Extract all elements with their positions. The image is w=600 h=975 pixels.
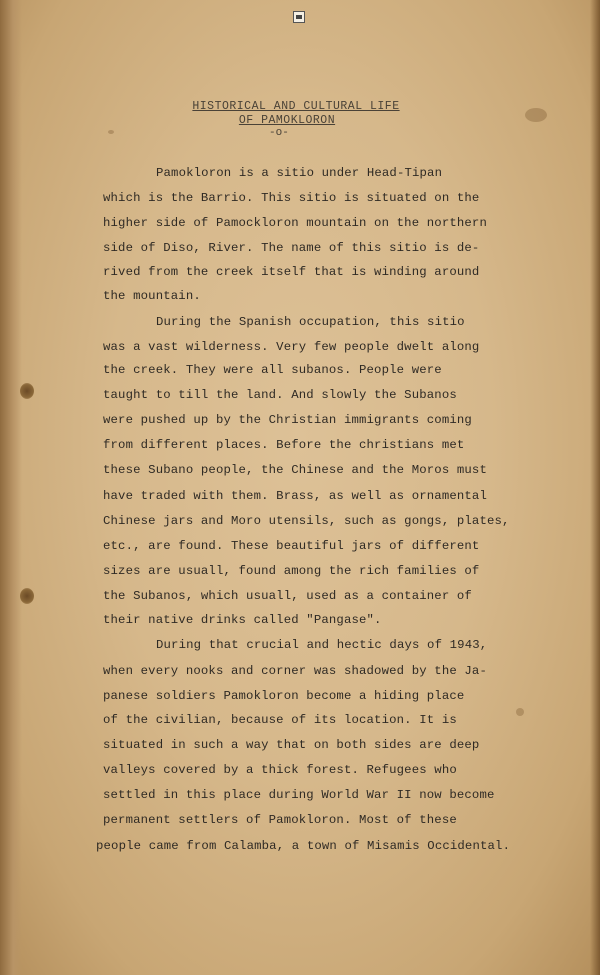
body-line: of the civilian, because of its location. It is [103, 713, 457, 727]
page-edge-shadow-right [590, 0, 600, 975]
body-line: During that crucial and hectic days of 1943, [156, 638, 488, 652]
binder-hole-top [20, 383, 34, 399]
body-line: when every nooks and corner was shadowed by the Ja- [103, 664, 487, 678]
body-line: have traded with them. Brass, as well as ornamental [103, 489, 487, 503]
body-line: sizes are usuall, found among the rich families of [103, 564, 480, 578]
body-line: During the Spanish occupation, this sitio [156, 315, 465, 329]
body-line: settled in this place during World War II now become [103, 788, 495, 802]
body-line: was a vast wilderness. Very few people dwelt along [103, 340, 480, 354]
body-line: Pamokloron is a sitio under Head-Tipan [156, 166, 443, 180]
body-line: situated in such a way that on both sides are deep [103, 738, 480, 752]
body-line: these Subano people, the Chinese and the Moros must [103, 463, 487, 477]
paper-stain [108, 130, 114, 134]
body-line: from different places. Before the christians met [103, 438, 465, 452]
body-line: which is the Barrio. This sitio is situated on the [103, 191, 480, 205]
document-title-line-2: OF PAMOKLORON [238, 114, 336, 127]
title-separator: -o- [269, 127, 289, 139]
paper-stain [516, 708, 524, 716]
body-line: valleys covered by a thick forest. Refugees who [103, 763, 457, 777]
body-line: taught to till the land. And slowly the Subanos [103, 388, 457, 402]
body-line: the mountain. [103, 289, 201, 303]
body-line: panese soldiers Pamokloron become a hiding place [103, 689, 465, 703]
page-edge-shadow-left [0, 0, 22, 975]
body-line: were pushed up by the Christian immigrants coming [103, 413, 472, 427]
body-line: their native drinks called "Pangase". [103, 613, 382, 627]
page-marker-icon [293, 11, 305, 23]
body-line: the creek. They were all subanos. People were [103, 363, 442, 377]
body-line: higher side of Pamockloron mountain on the northern [103, 216, 487, 230]
body-line: the Subanos, which usuall, used as a container of [103, 589, 472, 603]
body-line: rived from the creek itself that is winding around [103, 265, 480, 279]
body-line: Chinese jars and Moro utensils, such as gongs, plates, [103, 514, 510, 528]
body-line: etc., are found. These beautiful jars of different [103, 539, 480, 553]
binder-hole-bottom [20, 588, 34, 604]
document-title-line-1: HISTORICAL AND CULTURAL LIFE [192, 100, 400, 113]
body-line: people came from Calamba, a town of Misamis Occidental. [96, 839, 511, 853]
body-line: side of Diso, River. The name of this sitio is de- [103, 241, 480, 255]
body-line: permanent settlers of Pamokloron. Most of these [103, 813, 457, 827]
